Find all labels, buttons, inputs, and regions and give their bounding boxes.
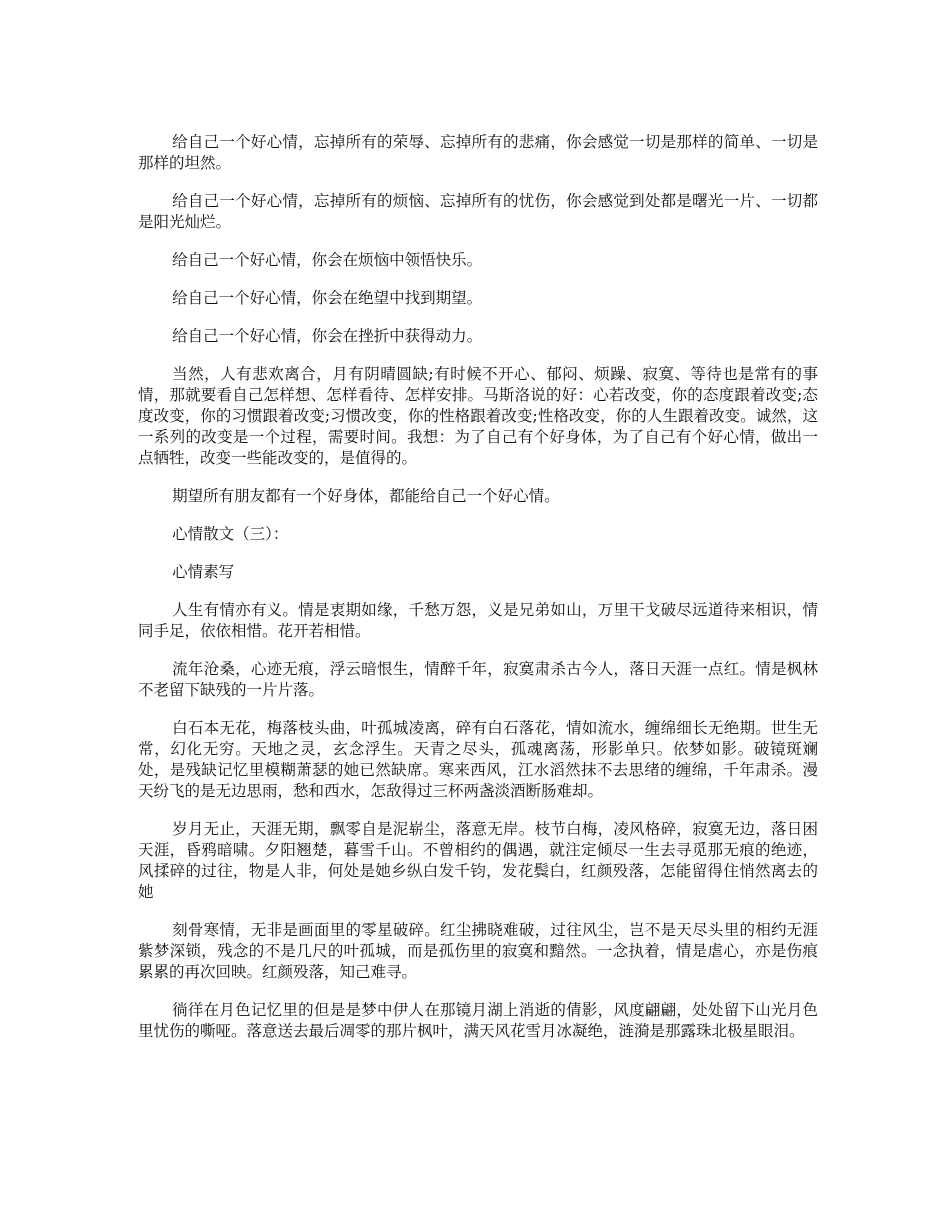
- paragraph: 给自己一个好心情，你会在烦恼中领悟快乐。: [172, 251, 483, 269]
- section-subheading: 心情素写: [172, 563, 235, 581]
- paragraph: 给自己一个好心情，你会在绝望中找到期望。: [172, 289, 483, 307]
- paragraph: 徜徉在月色记忆里的但是是梦中伊人在那镜月湖上消逝的倩影，风度翩翩，处处留下山光月色里忧伤的嘶哑。落意送去最后凋零的那片枫叶，满天风花雪月冰凝绝，涟漪是那露珠北极星眼泪。: [138, 1001, 818, 1040]
- section-heading: 心情散文（三）：: [172, 525, 289, 543]
- paragraph: 给自己一个好心情，忘掉所有的荣辱、忘掉所有的悲痛，你会感觉一切是那样的简单、一切是那样的坦然。: [138, 133, 818, 172]
- paragraph: 给自己一个好心情，你会在挫折中获得动力。: [172, 327, 483, 345]
- paragraph: 流年沧桑，心迹无痕，浮云暗恨生，情醉千年，寂寞肃杀古今人，落日天涯一点红。情是枫林不老留下缺残的一片片落。: [138, 660, 818, 699]
- paragraph: 白石本无花，梅落枝头曲，叶孤城凌离，碎有白石落花，情如流水，缠绵细长无绝期。世生无常，幻化无穷。天地之灵，玄念浮生。天青之尽头，孤魂离荡，形影单只。依梦如影。破镜斑斓处，是残缺记忆里模糊萧瑟的她已然缺席。寒来西风，江水滔然抹不去思绪的缠绵，千年肃杀。漫天纷飞的是无边思雨，愁和西水，怎敌得过三杯两盏淡酒断肠难却。: [138, 719, 818, 800]
- paragraph: 当然，人有悲欢离合，月有阴晴圆缺;有时候不开心、郁闷、烦躁、寂寞、等待也是常有的事情，那就要看自己怎样想、怎样看待、怎样安排。马斯洛说的好：心若改变，你的态度跟着改变;态度改变，你的习惯跟着改变;习惯改变，你的性格跟着改变;性格改变，你的人生跟着改变。诚然，这一系列的改变是一个过程，需要时间。我想：为了自己有个好身体，为了自己有个好心情，做出一点牺牲，改变一些能改变的，是值得的。: [138, 365, 818, 467]
- paragraph: 人生有情亦有义。情是衷期如缘，千愁万怨，义是兄弟如山，万里干戈破尽远道待来相识，情同手足，依依相惜。花开若相惜。: [138, 601, 818, 640]
- paragraph: 岁月无止，天涯无期，飘零自是泥崭尘，落意无岸。枝节白梅，凌风格碎，寂寞无边，落日困天涯，昏鸦暗啸。夕阳翘楚，暮雪千山。不曾相约的偶遇，就注定倾尽一生去寻觅那无痕的绝迹，风揉碎的过往，物是人非，何处是她乡纵白发千钧，发花鬓白，红颜殁落，怎能留得住悄然离去的她: [138, 820, 818, 901]
- paragraph: 刻骨寒情，无非是画面里的零星破碎。红尘拂晓难破，过往风尘，岂不是天尽头里的相约无涯紫梦深锁，残念的不是几尺的叶孤城，而是孤伤里的寂寞和黯然。一念执着，情是虐心，亦是伤痕累累的再次回映。红颜殁落，知己难寻。: [138, 921, 818, 981]
- document-body: [138, 132, 818, 1059]
- paragraph: 给自己一个好心情，忘掉所有的烦恼、忘掉所有的忧伤，你会感觉到处都是曙光一片、一切都是阳光灿烂。: [138, 192, 818, 231]
- paragraph: 期望所有朋友都有一个好身体，都能给自己一个好心情。: [172, 487, 560, 505]
